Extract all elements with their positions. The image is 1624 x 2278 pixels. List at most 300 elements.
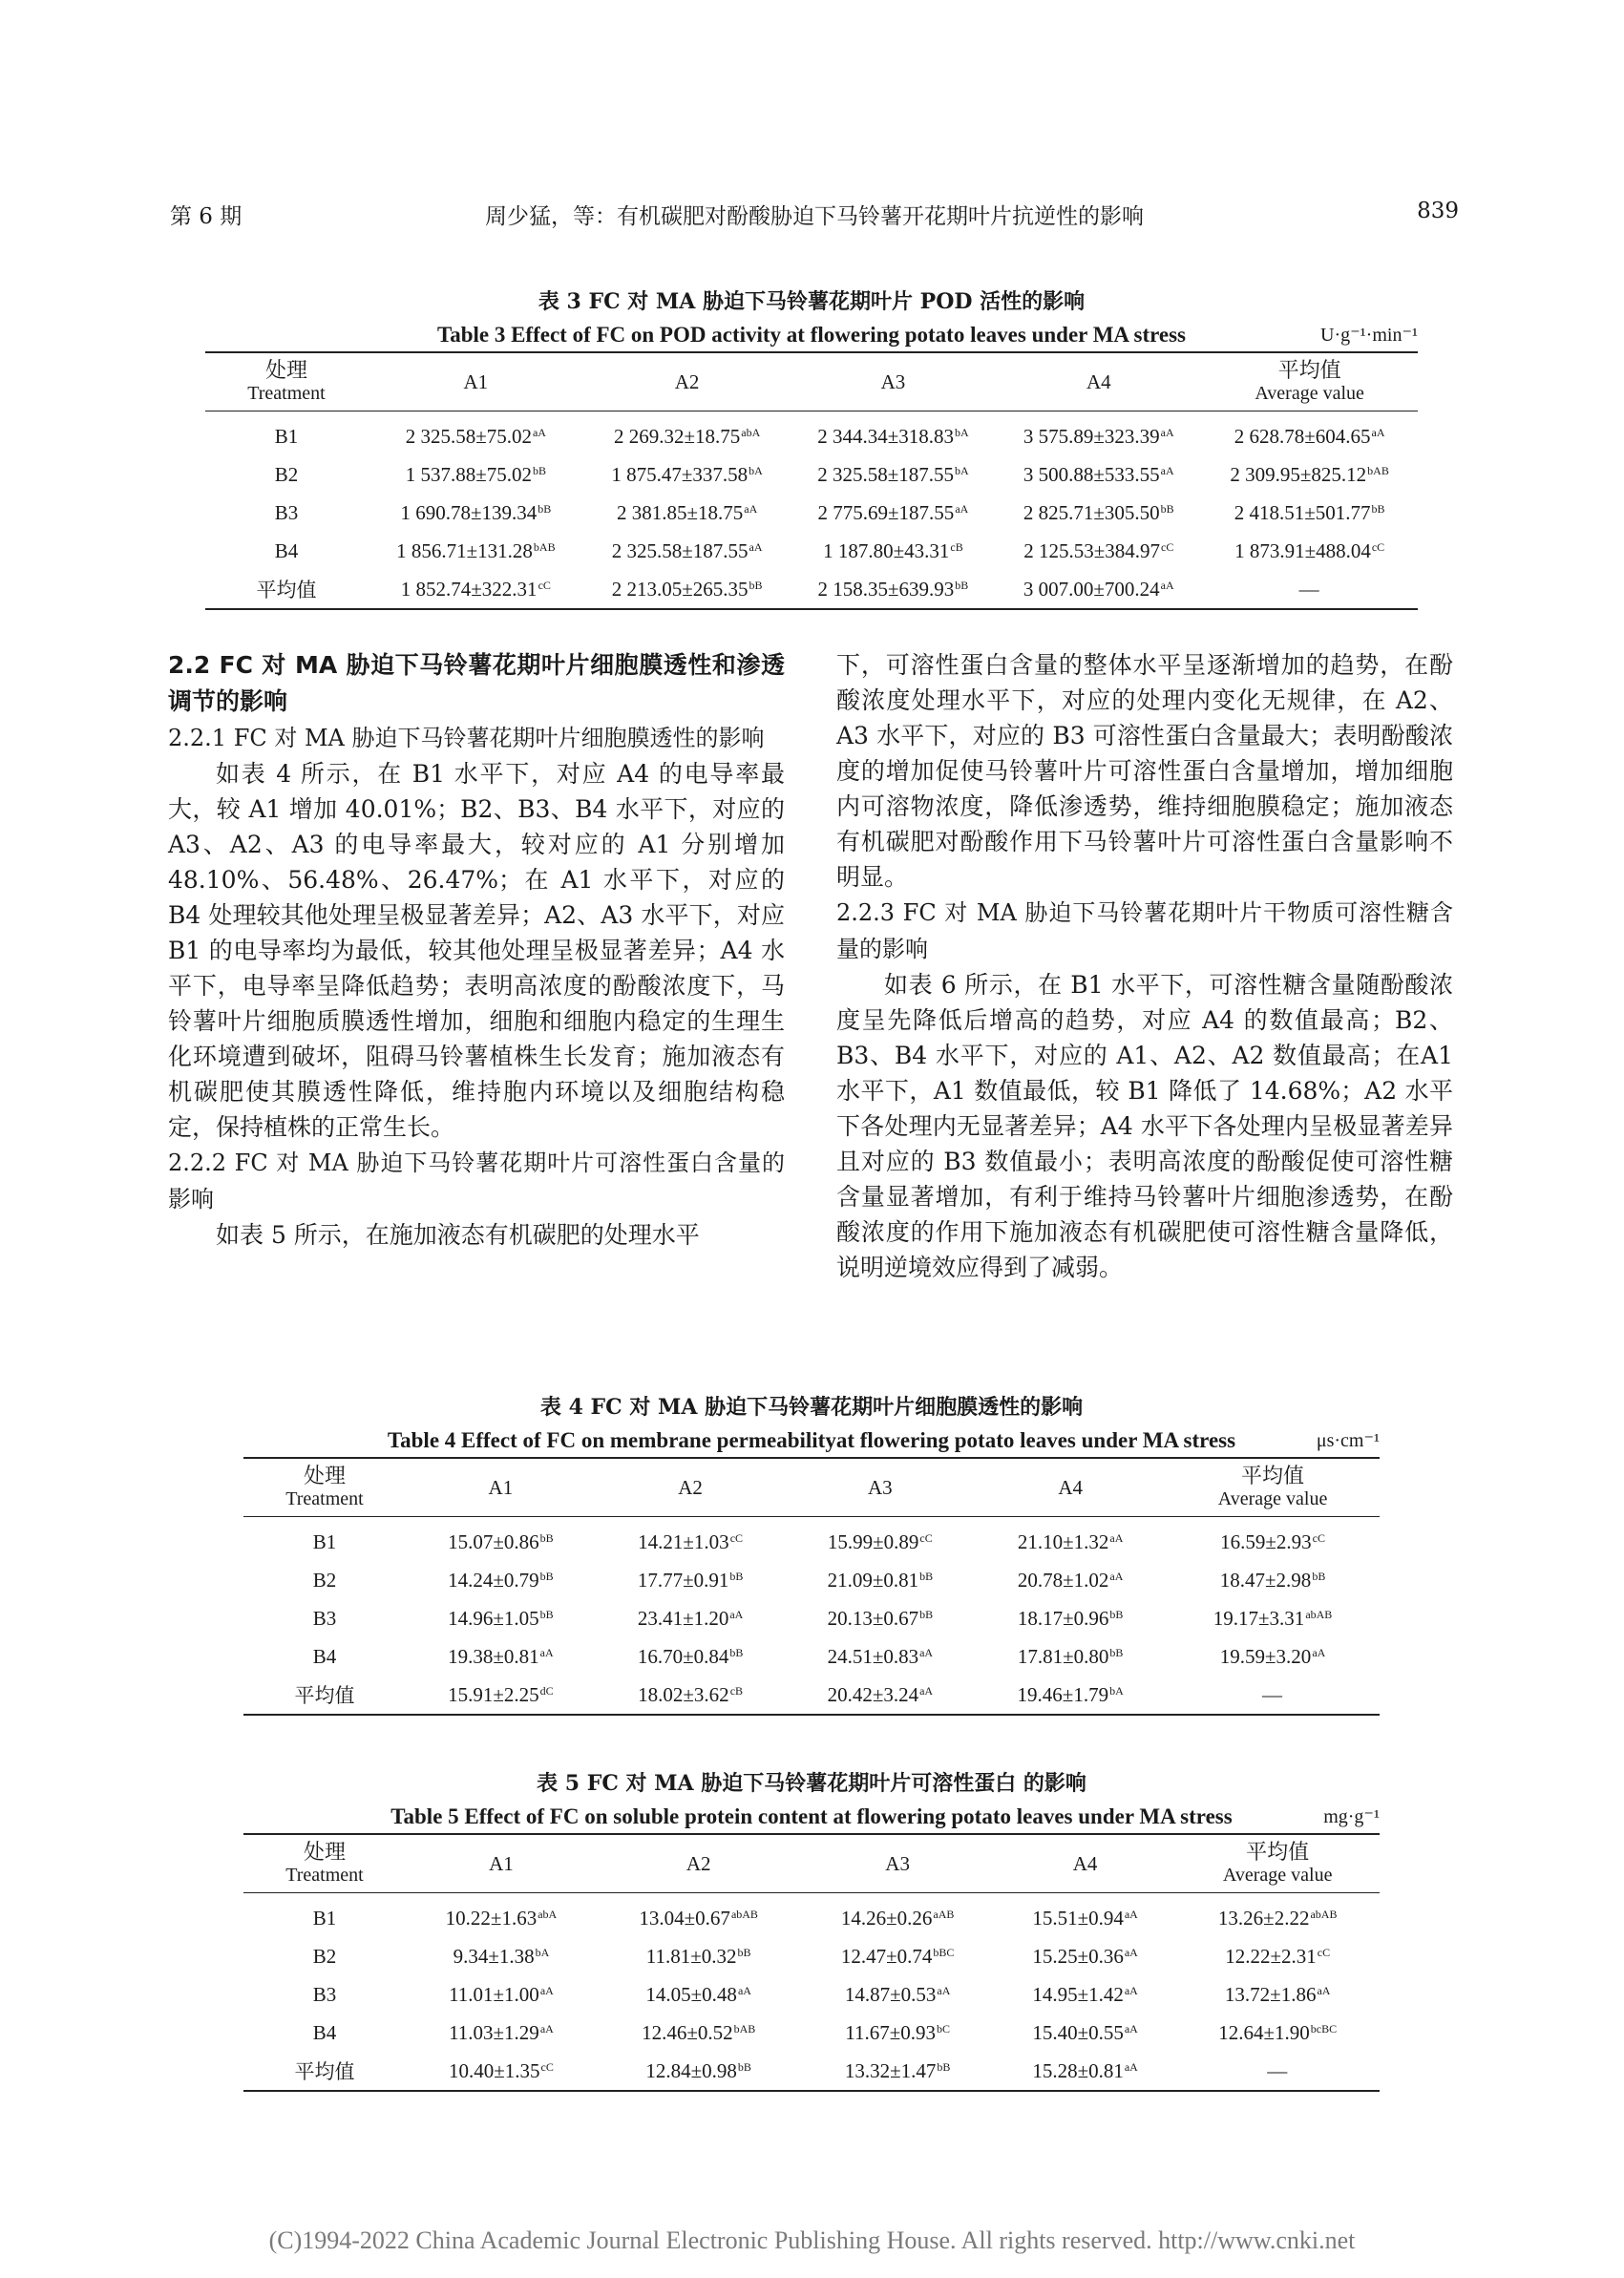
- significance-letter: aA: [1312, 1645, 1326, 1659]
- significance-letter: bAB: [1367, 463, 1389, 477]
- cell-value: 13.72±1.86: [1224, 1982, 1317, 2006]
- significance-letter: bBC: [933, 1945, 955, 1959]
- cell-value: 14.21±1.03: [638, 1529, 729, 1553]
- significance-letter: aA: [1124, 2059, 1138, 2074]
- table-5-grid: [243, 1833, 1380, 2092]
- header-col-a2: A2: [596, 1458, 786, 1517]
- significance-letter: aA: [1124, 1945, 1138, 1959]
- significance-letter: cC: [919, 1530, 933, 1545]
- significance-letter: aA: [1124, 1907, 1138, 1921]
- table-cell: [406, 1561, 596, 1599]
- table-5: [243, 1766, 1380, 2092]
- cell-value: 24.51±0.83: [827, 1644, 919, 1668]
- table-cell: [975, 1517, 1166, 1562]
- header-col-a1: A1: [406, 1458, 596, 1517]
- table-cell: [1201, 570, 1418, 609]
- significance-letter: bA: [1109, 1683, 1124, 1698]
- significance-letter: aA: [539, 2021, 554, 2035]
- cell-value: 20.13±0.67: [827, 1606, 919, 1630]
- significance-letter: aA: [1124, 2021, 1138, 2035]
- cell-value: 15.99±0.89: [827, 1529, 919, 1553]
- table-row: [243, 1561, 1380, 1599]
- cell-value: —: [1298, 577, 1319, 601]
- table-cell: [406, 1975, 597, 2014]
- row-label: B2: [312, 1944, 337, 1968]
- table-cell: [1175, 1937, 1380, 1975]
- table-cell: [597, 1893, 801, 1938]
- header-average-en: Average value: [1222, 1865, 1333, 1886]
- cell-value: 11.03±1.29: [449, 2020, 539, 2044]
- cell-value: 12.47±0.74: [840, 1944, 933, 1968]
- cell-value: 1 690.78±139.34: [400, 500, 538, 524]
- row-label: B4: [312, 2020, 337, 2044]
- table-header-row: [243, 1834, 1380, 1893]
- cell-value: 19.59±3.20: [1219, 1644, 1312, 1668]
- table-cell: [785, 1676, 975, 1715]
- table-cell: [368, 532, 584, 570]
- table-cell: [1201, 494, 1418, 532]
- table-4: [243, 1390, 1380, 1716]
- table-cell: [584, 455, 791, 494]
- significance-letter: bB: [955, 578, 969, 592]
- cell-value: 10.22±1.63: [445, 1906, 538, 1930]
- table-cell: [1166, 1676, 1380, 1715]
- table-header-row: [205, 352, 1418, 411]
- significance-letter: bB: [737, 2059, 751, 2074]
- table-5-unit: mg·g⁻¹: [1323, 1806, 1380, 1827]
- significance-letter: aA: [539, 1983, 554, 1997]
- table-cell: [785, 1599, 975, 1637]
- table-cell: [995, 1975, 1176, 2014]
- table-cell: [1175, 1975, 1380, 2014]
- row-label: B3: [312, 1606, 337, 1630]
- header-col-a3: A3: [800, 1834, 994, 1893]
- cell-value: 15.40±0.55: [1032, 2020, 1124, 2044]
- table-cell: [800, 1975, 994, 2014]
- cell-value: 15.25±0.36: [1032, 1944, 1124, 1968]
- significance-letter: bB: [539, 1607, 554, 1621]
- cell-value: 13.04±0.67: [639, 1906, 730, 1930]
- table-4-unit: μs·cm⁻¹: [1316, 1430, 1380, 1451]
- significance-letter: bB: [729, 1569, 744, 1583]
- row-label: 平均值: [294, 2060, 355, 2083]
- significance-letter: abAB: [1305, 1607, 1333, 1621]
- table-cell: [791, 494, 997, 532]
- table-cell: [995, 1937, 1176, 1975]
- significance-letter: bcBC: [1310, 2021, 1338, 2035]
- cell-value: 2 309.95±825.12: [1230, 462, 1367, 486]
- significance-letter: cC: [540, 2059, 554, 2074]
- cell-value: 2 325.58±75.02: [405, 424, 532, 448]
- table-3: [205, 285, 1418, 610]
- table-cell: [1175, 1893, 1380, 1938]
- header-col-a1: A1: [406, 1834, 597, 1893]
- row-label: B3: [274, 500, 299, 524]
- table-cell: [1201, 532, 1418, 570]
- significance-letter: bB: [729, 1645, 744, 1659]
- cell-value: 12.84±0.98: [645, 2058, 737, 2082]
- table-cell: [1201, 455, 1418, 494]
- cell-value: 1 875.47±337.58: [611, 462, 749, 486]
- table-cell: [995, 2014, 1176, 2052]
- header-col-a4: A4: [996, 352, 1201, 411]
- table-cell: [596, 1599, 786, 1637]
- cell-value: 3 500.88±533.55: [1023, 462, 1160, 486]
- table-row: [243, 1893, 1380, 1938]
- cell-value: 19.38±0.81: [448, 1644, 539, 1668]
- table-cell: [791, 532, 997, 570]
- table-cell: [406, 1517, 596, 1562]
- significance-letter: aA: [729, 1607, 744, 1621]
- paragraph-membrane: 如表 4 所示，在 B1 水平下，对应 A4 的电导率最大，较 A1 增加 40.01%；B2、B3、B4 水平下，对应的A3、A2、A3 的电导率最大，较对应的 A1 分别增加48.10%、56.48%、26.47%；在 A1 水平下，对应的 B4 处理较其他处理呈极显著差异；A2、A3 水平下，对应 B1 的电导率均为最低，较其他处理呈极显著差异；A4 水平下，电导率呈降低趋势；表明高浓度的酚酸浓度下，马铃薯叶片细胞质膜透性增加，细胞和细胞内稳定的生理生化环境遭到破坏，阻碍马铃薯植株生长发育；施加液态有机碳肥使其膜透性降低，维持胞内环境以及细胞结构稳定，保持植株的正常生长。: [168, 760, 785, 1141]
- table-cell: [996, 494, 1201, 532]
- cell-value: 15.28±0.81: [1032, 2058, 1124, 2082]
- table-cell: [1166, 1637, 1380, 1676]
- header-treatment-en: Treatment: [247, 383, 326, 404]
- table-3-grid: [205, 351, 1418, 610]
- cell-value: 18.47±2.98: [1219, 1568, 1312, 1592]
- cell-value: 2 418.51±501.77: [1234, 500, 1371, 524]
- header-col-a2: A2: [584, 352, 791, 411]
- table-row: [243, 1637, 1380, 1676]
- cell-value: 15.07±0.86: [448, 1529, 539, 1553]
- table-cell: [596, 1637, 786, 1676]
- row-label: B2: [274, 462, 299, 486]
- table-cell: [1175, 2052, 1380, 2091]
- header-col-a4: A4: [995, 1834, 1176, 1893]
- cell-value: 11.81±0.32: [645, 1944, 737, 1968]
- table-cell: [368, 411, 584, 456]
- table-cell: [975, 1599, 1166, 1637]
- significance-letter: abA: [741, 425, 761, 439]
- issue-number: 第 6 期: [170, 204, 243, 229]
- cell-value: 2 269.32±18.75: [613, 424, 741, 448]
- significance-letter: aA: [919, 1683, 934, 1698]
- significance-letter: aA: [955, 501, 969, 516]
- table-row: [243, 2014, 1380, 2052]
- table-row: [243, 1975, 1380, 2014]
- table-row: [205, 532, 1418, 570]
- significance-letter: bB: [937, 2059, 951, 2074]
- table-cell: [1201, 411, 1418, 456]
- header-average: [1166, 1458, 1380, 1517]
- cell-value: 17.81±0.80: [1017, 1644, 1109, 1668]
- significance-letter: bB: [1109, 1607, 1124, 1621]
- cell-value: 20.42±3.24: [827, 1682, 919, 1706]
- cell-value: 17.77±0.91: [637, 1568, 729, 1592]
- subsection-heading-2-2-3: 2.2.3 FC 对 MA 胁迫下马铃薯花期叶片干物质可溶性糖含量的影响: [836, 899, 1453, 962]
- table-4-caption-cn: 表 4 FC 对 MA 胁迫下马铃薯花期叶片细胞膜透性的影响: [539, 1395, 1084, 1420]
- significance-letter: dC: [539, 1683, 554, 1698]
- cell-value: 14.96±1.05: [448, 1606, 539, 1630]
- running-title: 周少猛，等：有机碳肥对酚酸胁迫下马铃薯开花期叶片抗逆性的影响: [485, 204, 1144, 229]
- significance-letter: bB: [1371, 501, 1385, 516]
- header-treatment-cn: 处理: [264, 358, 307, 382]
- right-column: [836, 647, 1453, 1285]
- cell-value: 1 873.91±488.04: [1234, 538, 1371, 562]
- significance-letter: aAB: [933, 1907, 955, 1921]
- significance-letter: aA: [1124, 1983, 1138, 1997]
- cell-value: 14.24±0.79: [448, 1568, 539, 1592]
- header-average-cn: 平均值: [1241, 1464, 1305, 1487]
- significance-letter: bB: [538, 501, 552, 516]
- header-col-a3: A3: [785, 1458, 975, 1517]
- significance-letter: bB: [1312, 1569, 1326, 1583]
- significance-letter: cC: [1371, 539, 1385, 554]
- header-average: [1201, 352, 1418, 411]
- significance-letter: abAB: [730, 1907, 758, 1921]
- paragraph-sugar: 如表 6 所示，在 B1 水平下，可溶性糖含量随酚酸浓度呈先降低后增高的趋势，对应 A4 的数值最高；B2、B3、B4 水平下，对应的 A1、A2、A2 数值最高；在A1 水平下，A1 数值最低，较 B1 降低了 14.68%；A2 水平下各处理内无显著差异；A4 水平下各处理内呈极显著差异且对应的 B3 数值最小；表明高浓度的酚酸促使可溶性糖含量显著增加，有利于维持马铃薯叶片细胞渗透势，在酚酸浓度的作用下施加液态有机碳肥使可溶性糖含量降低，说明逆境效应得到了减弱。: [836, 971, 1453, 1281]
- table-cell: [1166, 1561, 1380, 1599]
- table-cell: [1166, 1517, 1380, 1562]
- significance-letter: aA: [919, 1645, 934, 1659]
- table-cell: [996, 532, 1201, 570]
- cell-value: 3 575.89±323.39: [1023, 424, 1160, 448]
- table-cell: [785, 1561, 975, 1599]
- cell-value: 14.95±1.42: [1032, 1982, 1124, 2006]
- table-3-unit: U·g⁻¹·min⁻¹: [1320, 325, 1418, 346]
- cell-value: 21.09±0.81: [827, 1568, 919, 1592]
- paragraph-protein-start: 如表 5 所示，在施加液态有机碳肥的处理水平: [216, 1221, 700, 1249]
- significance-letter: bB: [749, 578, 763, 592]
- table-cell: [597, 2052, 801, 2091]
- table-5-caption-en-text: Table 5 Effect of FC on soluble protein content at flowering potato leaves under MA stress: [390, 1804, 1233, 1828]
- significance-letter: abAB: [1310, 1907, 1338, 1921]
- header-average-cn: 平均值: [1246, 1840, 1310, 1864]
- table-cell: [406, 2052, 597, 2091]
- table-row: [205, 411, 1418, 456]
- table-cell: [791, 455, 997, 494]
- table-row: [205, 570, 1418, 609]
- table-cell: [1166, 1599, 1380, 1637]
- table-row: [243, 1599, 1380, 1637]
- cell-value: 9.34±1.38: [453, 1944, 535, 1968]
- significance-letter: bB: [919, 1607, 934, 1621]
- cell-value: 1 537.88±75.02: [405, 462, 532, 486]
- significance-letter: bAB: [533, 539, 556, 554]
- subsection-heading-2-2-2: 2.2.2 FC 对 MA 胁迫下马铃薯花期叶片可溶性蛋白含量的影响: [168, 1150, 785, 1213]
- row-label: B1: [312, 1906, 337, 1930]
- table-cell: [800, 1937, 994, 1975]
- table-cell: [996, 455, 1201, 494]
- cell-value: 3 007.00±700.24: [1023, 577, 1160, 601]
- cell-value: 11.01±1.00: [449, 1982, 539, 2006]
- header-treatment-en: Treatment: [285, 1488, 364, 1509]
- significance-letter: aA: [737, 1983, 751, 1997]
- row-label: B4: [312, 1644, 337, 1668]
- table-cell: [368, 455, 584, 494]
- table-cell: [800, 2052, 994, 2091]
- row-label: B3: [312, 1982, 337, 2006]
- table-cell: [995, 1893, 1176, 1938]
- cell-value: 2 628.78±604.65: [1234, 424, 1371, 448]
- cell-value: 16.70±0.84: [637, 1644, 729, 1668]
- row-label: 平均值: [294, 1684, 355, 1707]
- significance-letter: aA: [744, 501, 758, 516]
- cell-value: 1 187.80±43.31: [823, 538, 950, 562]
- table-cell: [406, 1937, 597, 1975]
- table-cell: [368, 494, 584, 532]
- header-treatment-cn: 处理: [303, 1840, 346, 1864]
- significance-letter: bB: [532, 463, 546, 477]
- cell-value: 19.17±3.31: [1213, 1606, 1305, 1630]
- table-cell: [975, 1561, 1166, 1599]
- subsection-heading-2-2-1: 2.2.1 FC 对 MA 胁迫下马铃薯花期叶片细胞膜透性的影响: [168, 725, 765, 751]
- significance-letter: aA: [1160, 578, 1174, 592]
- table-cell: [996, 570, 1201, 609]
- table-cell: [584, 532, 791, 570]
- cell-value: 23.41±1.20: [637, 1606, 729, 1630]
- table-row: [243, 2052, 1380, 2091]
- page-number: 839: [1417, 199, 1459, 223]
- cell-value: 2 381.85±18.75: [616, 500, 744, 524]
- header-treatment: [243, 1458, 406, 1517]
- significance-letter: aA: [1160, 463, 1174, 477]
- cell-value: 10.40±1.35: [449, 2058, 540, 2082]
- header-col-a2: A2: [597, 1834, 801, 1893]
- header-col-a1: A1: [368, 352, 584, 411]
- significance-letter: aA: [539, 1645, 554, 1659]
- table-cell: [597, 2014, 801, 2052]
- running-header: [170, 199, 1459, 237]
- cell-value: 16.59±2.93: [1220, 1529, 1312, 1553]
- copyright-footer: (C)1994-2022 China Academic Journal Electronic Publishing House. All rights reserved. http://www.cnki.net: [268, 2226, 1356, 2254]
- row-label: B2: [312, 1568, 337, 1592]
- cell-value: 15.91±2.25: [448, 1682, 539, 1706]
- significance-letter: aA: [749, 539, 763, 554]
- table-cell: [368, 570, 584, 609]
- significance-letter: cB: [729, 1683, 744, 1698]
- cell-value: 2 158.35±639.93: [817, 577, 955, 601]
- table-cell: [975, 1676, 1166, 1715]
- table-cell: [584, 411, 791, 456]
- significance-letter: bA: [535, 1945, 550, 1959]
- table-cell: [785, 1637, 975, 1676]
- header-average-en: Average value: [1255, 383, 1364, 404]
- table-3-caption-en-text: Table 3 Effect of FC on POD activity at flowering potato leaves under MA stress: [436, 323, 1187, 347]
- cell-value: 19.46±1.79: [1017, 1682, 1109, 1706]
- table-cell: [975, 1637, 1166, 1676]
- table-cell: [596, 1517, 786, 1562]
- cell-value: 12.22±2.31: [1225, 1944, 1317, 1968]
- table-cell: [406, 2014, 597, 2052]
- significance-letter: bB: [539, 1530, 554, 1545]
- table-3-caption-en: [205, 319, 1418, 351]
- significance-letter: abA: [538, 1907, 558, 1921]
- cell-value: 13.32±1.47: [844, 2058, 937, 2082]
- table-cell: [791, 570, 997, 609]
- table-cell: [597, 1937, 801, 1975]
- cell-value: 2 775.69±187.55: [817, 500, 955, 524]
- cell-value: 1 852.74±322.31: [400, 577, 538, 601]
- significance-letter: bB: [1160, 501, 1174, 516]
- header-treatment-en: Treatment: [285, 1865, 364, 1886]
- cell-value: 2 325.58±187.55: [817, 462, 954, 486]
- significance-letter: cB: [950, 539, 963, 554]
- header-treatment-cn: 处理: [303, 1464, 346, 1487]
- left-column: [168, 647, 785, 1253]
- table-cell: [596, 1561, 786, 1599]
- row-label: B4: [274, 538, 299, 562]
- cell-value: 14.05±0.48: [645, 1982, 737, 2006]
- table-cell: [584, 494, 791, 532]
- significance-letter: aA: [1371, 425, 1385, 439]
- significance-letter: bA: [749, 463, 763, 477]
- significance-letter: cC: [729, 1530, 744, 1545]
- significance-letter: bA: [954, 425, 969, 439]
- significance-letter: bB: [539, 1569, 554, 1583]
- table-4-grid: [243, 1457, 1380, 1716]
- table-cell: [406, 1676, 596, 1715]
- header-average-en: Average value: [1217, 1488, 1328, 1509]
- row-label: 平均值: [256, 579, 317, 601]
- header-col-a3: A3: [791, 352, 997, 411]
- header-treatment: [243, 1834, 406, 1893]
- header-col-a4: A4: [975, 1458, 1166, 1517]
- cell-value: 13.26±2.22: [1217, 1906, 1310, 1930]
- table-row: [243, 1517, 1380, 1562]
- significance-letter: cC: [1312, 1530, 1325, 1545]
- table-cell: [800, 1893, 994, 1938]
- cell-value: 12.64±1.90: [1218, 2020, 1310, 2044]
- significance-letter: cC: [538, 578, 551, 592]
- significance-letter: aA: [1109, 1530, 1124, 1545]
- significance-letter: aA: [1109, 1569, 1124, 1583]
- significance-letter: bA: [954, 463, 969, 477]
- significance-letter: aA: [937, 1983, 951, 1997]
- table-cell: [597, 1975, 801, 2014]
- significance-letter: bB: [737, 1945, 751, 1959]
- header-treatment: [205, 352, 368, 411]
- cell-value: —: [1262, 1682, 1283, 1706]
- cell-value: 18.17±0.96: [1017, 1606, 1109, 1630]
- significance-letter: bB: [1109, 1645, 1124, 1659]
- table-row: [205, 494, 1418, 532]
- table-header-row: [243, 1458, 1380, 1517]
- cell-value: 2 825.71±305.50: [1023, 500, 1160, 524]
- section-heading-2-2: 2.2 FC 对 MA 胁迫下马铃薯花期叶片细胞膜透性和渗透调节的影响: [168, 651, 785, 715]
- significance-letter: aA: [1317, 1983, 1331, 1997]
- significance-letter: bB: [919, 1569, 934, 1583]
- table-cell: [996, 411, 1201, 456]
- significance-letter: bC: [937, 2021, 951, 2035]
- header-average: [1175, 1834, 1380, 1893]
- cell-value: —: [1267, 2058, 1288, 2082]
- significance-letter: bAB: [733, 2021, 756, 2035]
- table-cell: [995, 2052, 1176, 2091]
- table-cell: [406, 1893, 597, 1938]
- table-row: [243, 1676, 1380, 1715]
- cell-value: 11.67±0.93: [845, 2020, 936, 2044]
- cell-value: 15.51±0.94: [1032, 1906, 1124, 1930]
- cell-value: 2 213.05±265.35: [611, 577, 749, 601]
- cell-value: 20.78±1.02: [1017, 1568, 1109, 1592]
- cell-value: 2 344.34±318.83: [817, 424, 954, 448]
- table-cell: [1175, 2014, 1380, 2052]
- paragraph-protein-cont: 下，可溶性蛋白含量的整体水平呈逐渐增加的趋势，在酚酸浓度处理水平下，对应的处理内变化无规律，在 A2、A3 水平下，对应的 B3 可溶性蛋白含量最大；表明酚酸浓度的增加促使马铃薯叶片可溶性蛋白含量增加，增加细胞内可溶物浓度，降低渗透势，维持细胞膜稳定；施加液态有机碳肥对酚酸作用下马铃薯叶片可溶性蛋白含量影响不明显。: [836, 651, 1453, 891]
- cell-value: 1 856.71±131.28: [396, 538, 533, 562]
- table-5-caption-en: [243, 1801, 1380, 1833]
- header-average-cn: 平均值: [1277, 358, 1341, 382]
- table-4-caption-en: [243, 1424, 1380, 1457]
- table-cell: [406, 1637, 596, 1676]
- row-label: B1: [274, 424, 299, 448]
- cell-value: 2 325.58±187.55: [611, 538, 749, 562]
- cell-value: 21.10±1.32: [1017, 1529, 1109, 1553]
- cell-value: 18.02±3.62: [638, 1682, 729, 1706]
- table-cell: [406, 1599, 596, 1637]
- significance-letter: cC: [1317, 1945, 1331, 1959]
